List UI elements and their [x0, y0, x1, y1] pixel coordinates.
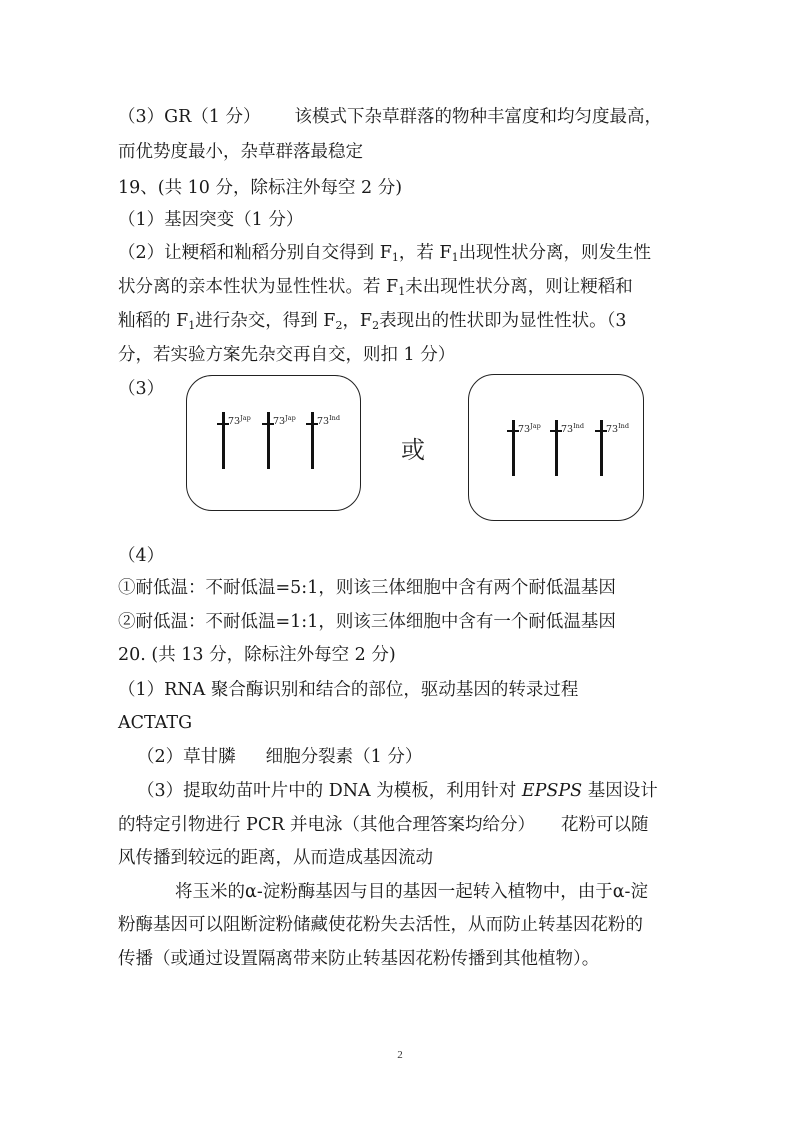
allele-sup: Jap [240, 414, 251, 422]
cell-diagram-a [186, 375, 361, 511]
q18-3-line1 [118, 106, 662, 128]
allele-sup: Jap [285, 414, 296, 422]
text-run: ，F [342, 311, 373, 331]
text-run: 基因设计 [587, 781, 658, 801]
chromosome [555, 420, 558, 476]
subscript: 1 [391, 251, 399, 264]
text-run: 花粉可以随 [560, 815, 649, 835]
text-run: 的特定引物进行 PCR 并电泳（其他合理答案均给分） [118, 815, 535, 835]
allele-label [273, 413, 296, 427]
allele-base: 73 [317, 416, 330, 428]
chromosome [222, 412, 225, 469]
allele-sup: Jap [530, 422, 541, 430]
q18-3-prefix: （3）GR（1 分） [118, 107, 261, 127]
or-label: 或 [401, 436, 425, 464]
text-run: （2）让粳稻和籼稻分别自交得到 F [118, 243, 392, 263]
allele-label [561, 421, 584, 435]
q19-part2-line3 [118, 310, 626, 337]
allele-label [518, 421, 541, 435]
q20-part1-line2: ACTATG [118, 713, 193, 733]
cell-diagram-b [468, 374, 644, 521]
allele-label [228, 413, 251, 427]
allele-base: 73 [273, 416, 286, 428]
page-number: 2 [397, 1049, 403, 1061]
subscript: 2 [335, 319, 343, 332]
text-run: 状分离的亲本性状为显性性状。若 F [118, 277, 399, 297]
text-run: ，若 F [398, 243, 452, 263]
text-run: 籼稻的 F [118, 311, 189, 331]
q20-part4-line1: 将玉米的α-淀粉酶基因与目的基因一起转入植物中，由于α-淀 [175, 882, 648, 902]
q19-part2-line1 [118, 242, 651, 269]
q20-part1-line1: （1）RNA 聚合酶识别和结合的部位，驱动基因的转录过程 [118, 680, 579, 700]
q18-3-line2 [118, 141, 363, 163]
q18-3-text2: 而优势度最小，杂草群落最稳定 [118, 142, 363, 162]
chromosome [267, 412, 270, 469]
subscript: 1 [451, 251, 459, 264]
allele-base: 73 [518, 424, 531, 436]
q19-part3-label: （3） [118, 379, 165, 399]
q20-part3-line3: 风传播到较远的距离，从而造成基因流动 [118, 848, 433, 868]
q20-part2-b: 细胞分裂素（1 分） [265, 747, 423, 767]
chromosome [600, 420, 603, 476]
q20-part3-line2 [118, 814, 648, 836]
subscript: 2 [372, 319, 380, 332]
text-run: 进行杂交，得到 F [195, 311, 336, 331]
q19-header: 19、(共 10 分，除标注外每空 2 分) [118, 178, 403, 198]
gene-name: EPSPS [521, 781, 583, 801]
q19-part2-line4: 分，若实验方案先杂交再自交，则扣 1 分） [118, 345, 456, 365]
q18-3-text1: 该模式下杂草群落的物种丰富度和均匀度最高， [294, 107, 662, 127]
chromosome [311, 412, 314, 469]
q19-part4-item2: ②耐低温：不耐低温=1:1，则该三体细胞中含有一个耐低温基因 [118, 612, 616, 632]
text-run: （3）提取幼苗叶片中的 DNA 为模板，利用针对 [137, 781, 517, 801]
text-run: 未出现性状分离，则让粳稻和 [405, 277, 633, 297]
subscript: 1 [188, 319, 196, 332]
allele-label [606, 421, 629, 435]
chromosome [512, 420, 515, 476]
text-run: 表现出的性状即为显性性状。（3 [379, 311, 627, 331]
allele-sup: Ind [573, 422, 585, 430]
q20-header: 20. (共 13 分，除标注外每空 2 分) [118, 645, 396, 665]
q20-part3-line1 [137, 780, 658, 802]
subscript: 1 [398, 285, 406, 298]
q19-part2-line2 [118, 276, 633, 303]
q19-part4-item1: ①耐低温：不耐低温=5:1，则该三体细胞中含有两个耐低温基因 [118, 578, 616, 598]
allele-sup: Ind [329, 414, 341, 422]
text-run: 出现性状分离，则发生性 [458, 243, 652, 263]
allele-label [317, 413, 340, 427]
q20-part2 [137, 746, 422, 768]
allele-sup: Ind [618, 422, 630, 430]
q20-part2-a: （2）草甘膦 [137, 747, 236, 767]
allele-base: 73 [606, 424, 619, 436]
q20-part4-line2: 粉酶基因可以阻断淀粉储藏使花粉失去活性，从而防止转基因花粉的 [118, 915, 643, 935]
q19-part4-label: （4） [118, 546, 165, 566]
q20-part4-line3: 传播（或通过设置隔离带来防止转基因花粉传播到其他植物）。 [118, 949, 600, 969]
allele-base: 73 [561, 424, 574, 436]
q19-part1: （1）基因突变（1 分） [118, 210, 304, 230]
allele-base: 73 [228, 416, 241, 428]
